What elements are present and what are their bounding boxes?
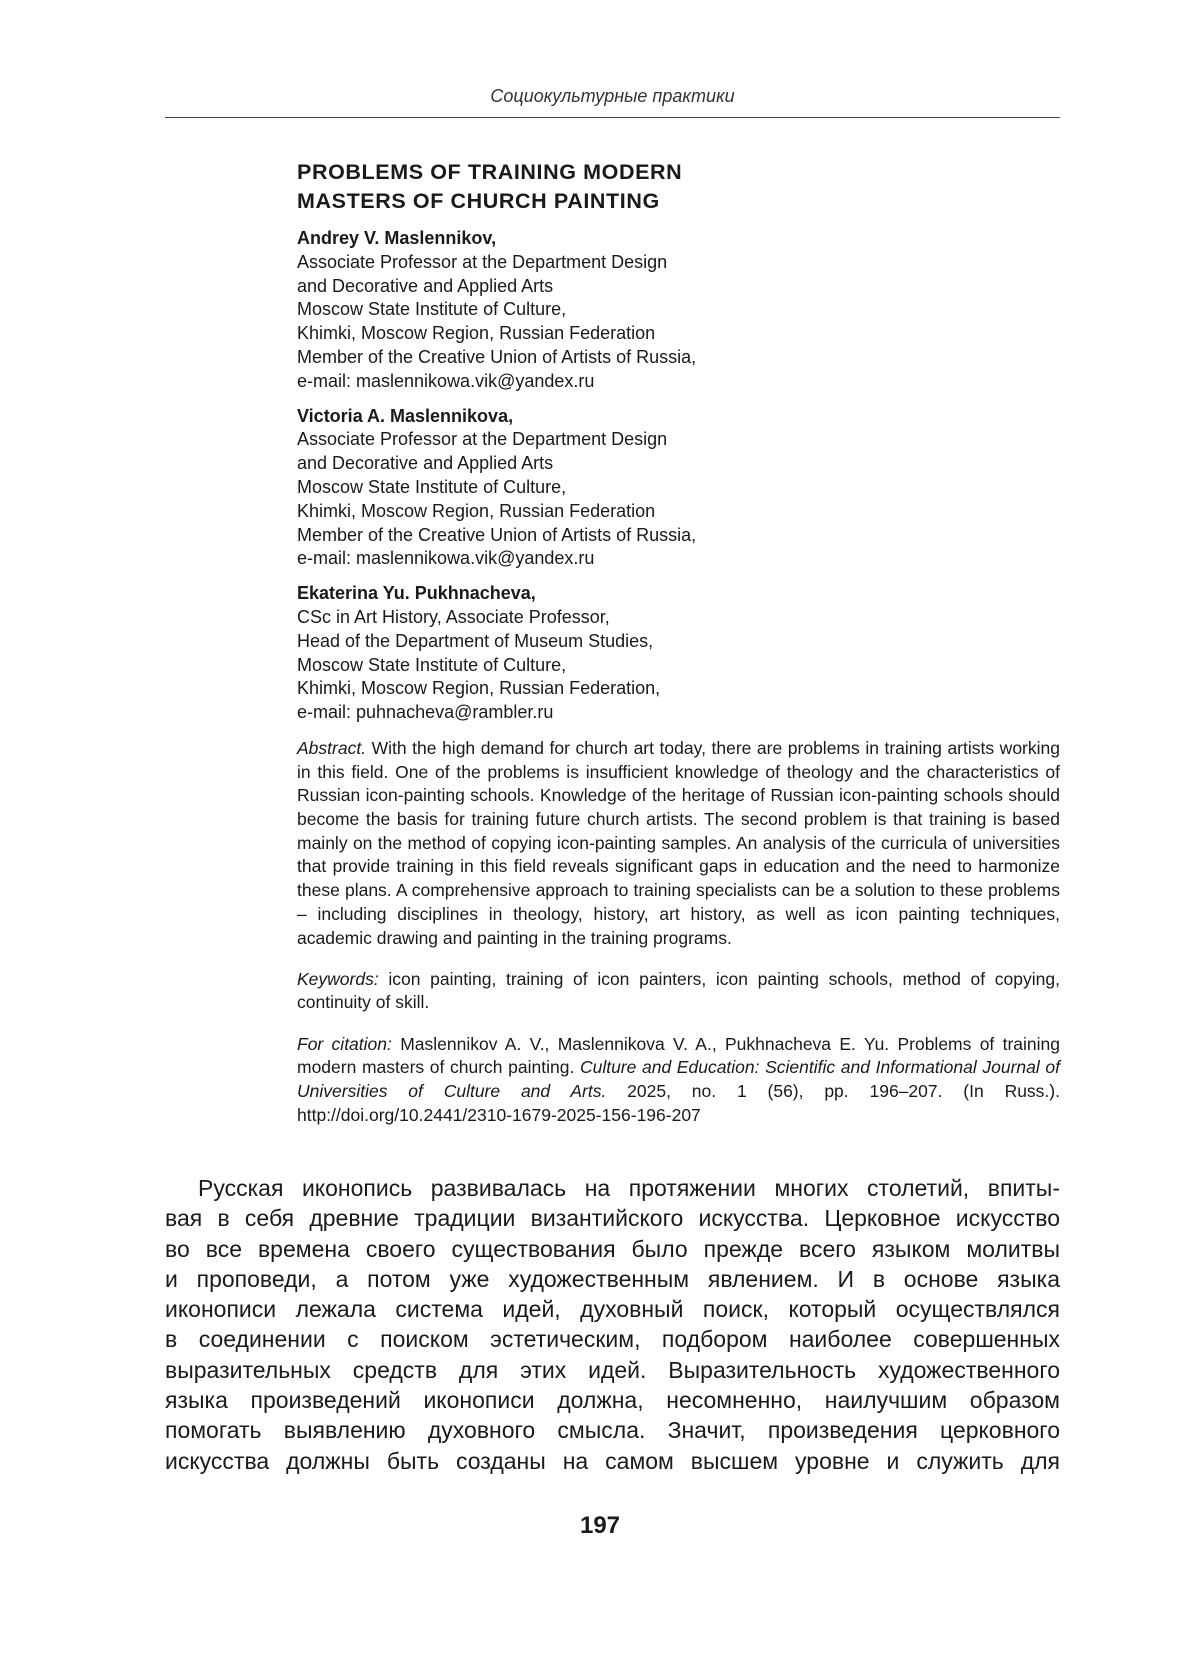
body-line: помогать выявлению духовного смысла. Значит, произведения церковного	[165, 1417, 1060, 1444]
author-affiliation: and Decorative and Applied Arts	[297, 275, 554, 296]
author-block	[297, 582, 1060, 725]
body-text	[165, 1173, 1060, 1476]
author-affiliation: Moscow State Institute of Culture,	[297, 299, 567, 320]
author-email: e-mail: maslennikowa.vik@yandex.ru	[297, 548, 595, 569]
body-line: во все времена своего существования было прежде всего языком молитвы	[165, 1235, 1060, 1262]
running-head: Социокультурные практики	[490, 86, 735, 106]
citation-details: 2025, no. 1 (56), pp. 196–207. (In Russ.). http://doi.org/10.2441/2310-1679-2025-156-196-207	[297, 1081, 1060, 1125]
author-affiliation: Khimki, Moscow Region, Russian Federation	[297, 500, 656, 521]
keywords-label: Keywords:	[297, 968, 379, 989]
body-line: иконописи лежала система идей, духовный поиск, который осуществлялся	[165, 1296, 1060, 1323]
author-affiliation: Khimki, Moscow Region, Russian Federation,	[297, 678, 661, 699]
abstract-label: Abstract.	[297, 737, 367, 758]
author-affiliation: Moscow State Institute of Culture,	[297, 476, 567, 497]
abstract-text: With the high demand for church art today, there are problems in training artists working in this field. One of the problems is insufficient knowledge of theology and the characteristics of Russian icon-painting schools. Knowledge of the heritage of Russian icon-painting schools should become the basis for training future church artists. The second problem is that training is based mainly on the method of copying icon-painting samples. An analysis of the curricula of universities that provide training in this field reveals significant gaps in education and the need to harmonize these plans. A comprehensive approach to training specialists can be a solution to these problems – including disciplines in theology, history, art history, as well as icon painting techniques, academic drawing and painting in the training programs.	[297, 737, 1060, 948]
keywords-text: icon painting, training of icon painters, icon painting schools, method of copying, continuity of skill.	[297, 968, 1060, 1013]
author-affiliation: Moscow State Institute of Culture,	[297, 654, 567, 675]
body-line: и проповеди, а потом уже художественным явлением. И в основе языка	[165, 1265, 1060, 1292]
author-affiliation: Head of the Department of Museum Studies,	[297, 630, 654, 651]
keywords	[297, 968, 1060, 1015]
author-affiliation: Associate Professor at the Department Design	[297, 251, 668, 272]
article-header	[297, 158, 1060, 1145]
author-block	[297, 405, 1060, 572]
author-affiliation: Khimki, Moscow Region, Russian Federation	[297, 323, 656, 344]
author-affiliation: and Decorative and Applied Arts	[297, 453, 554, 474]
author-affiliation: Member of the Creative Union of Artists of Russia,	[297, 346, 697, 367]
author-block	[297, 227, 1060, 394]
author-affiliation: Member of the Creative Union of Artists of Russia,	[297, 524, 697, 545]
author-affiliation: Associate Professor at the Department Design	[297, 429, 668, 450]
citation	[297, 1033, 1060, 1128]
body-line: вая в себя древние традиции византийского искусства. Церковное искусство	[165, 1205, 1060, 1232]
citation-authors-title: Maslennikov A. V., Maslennikova V. A., Pukhnacheva E. Yu. Problems of training modern masters of church painting.	[297, 1033, 1060, 1078]
citation-journal: Culture and Education: Scientific and Informational Journal of Universities of Culture and Arts.	[297, 1057, 1060, 1102]
author-name: Ekaterina Yu. Pukhnacheva,	[297, 583, 536, 604]
body-line: в соединении с поиском эстетическим, подбором наиболее совершенных	[165, 1326, 1060, 1353]
author-affiliation: CSc in Art History, Associate Professor,	[297, 606, 610, 627]
article-title	[297, 158, 1060, 216]
body-line: Русская иконопись развивалась на протяжении многих столетий, впиты-	[198, 1175, 1060, 1201]
body-line: выразительных средств для этих идей. Выразительность художественного	[165, 1356, 1060, 1383]
page-number: 197	[579, 1512, 621, 1539]
title-line: PROBLEMS OF TRAINING MODERN	[297, 160, 683, 184]
author-name: Andrey V. Maslennikov,	[297, 228, 497, 248]
author-name: Victoria A. Maslennikova,	[297, 405, 514, 426]
citation-label: For citation:	[297, 1033, 392, 1054]
author-email: e-mail: puhnacheva@rambler.ru	[297, 702, 554, 723]
title-line: MASTERS OF CHURCH PAINTING	[297, 189, 660, 213]
abstract	[297, 737, 1060, 950]
body-line: языка произведений иконописи должна, несомненно, наилучшим образом	[165, 1387, 1060, 1414]
body-line: искусства должны быть созданы на самом высшем уровне и служить для	[165, 1447, 1060, 1474]
author-email: e-mail: maslennikowa.vik@yandex.ru	[297, 370, 595, 391]
header-rule	[165, 117, 1060, 118]
